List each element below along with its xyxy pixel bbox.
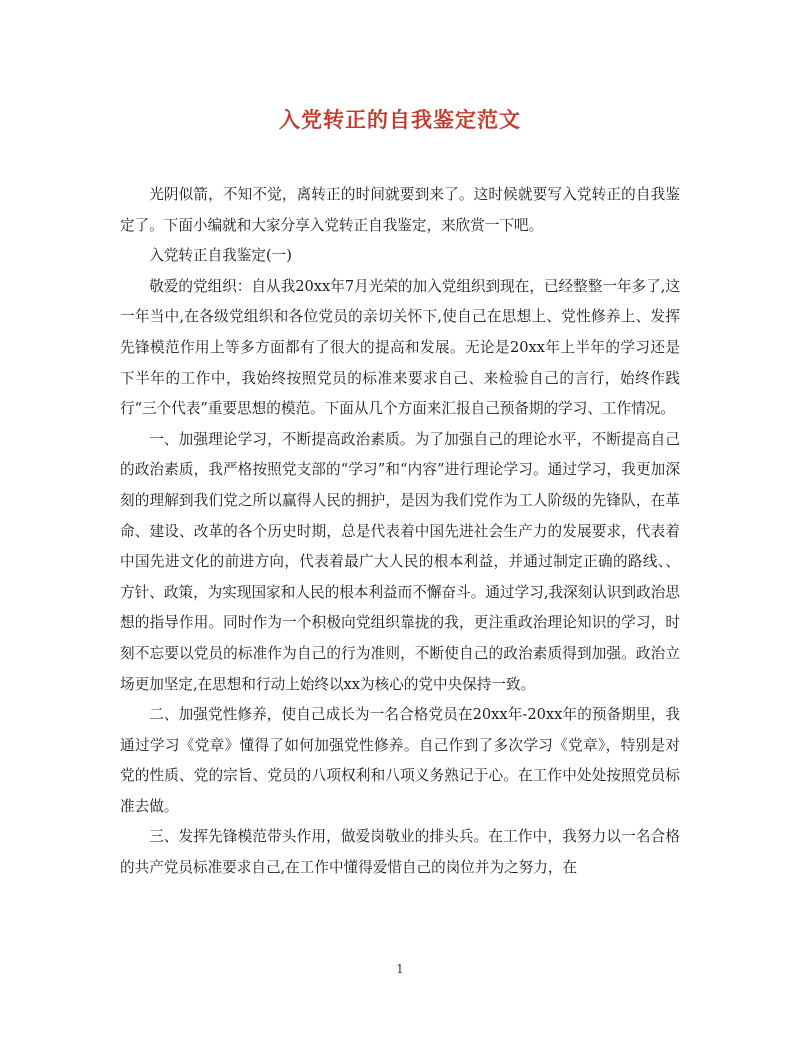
theory-study-paragraph: 一、加强理论学习，不断提高政治素质。为了加强自己的理论水平，不断提高自己的政治素质，我严格按照党支部的“学习”和“内容”进行理论学习。通过学习，我更加深刻的理解到我们党之所以赢得人民的拥护，是因为我们党作为工人阶级的先锋队，在革命、建设、改革的各个历史时期，总是代表着中国先进社会生产力的发展要求，代表着中国先进文化的前进方向，代表着最广大人民的根本利益，并通过制定正确的路线、、方针、政策，为实现国家和人民的根本利益而不懈奋斗。通过学习,我深刻认识到政治思想的指导作用。同时作为一个积极向党组织靠拢的我，更注重政治理论知识的学习，时刻不忘要以党员的标准作为自己的行为准则，不断使自己的政治素质得到加强。政治立场更加坚定,在思想和行动上始终以xx为核心的党中央保持一致。 bbox=[120, 430, 680, 693]
document-title: 入党转正的自我鉴定范文 bbox=[279, 107, 521, 132]
intro-paragraph: 光阴似箭，不知不觉，离转正的时间就要到来了。这时候就要写入党转正的自我鉴定了。下面小编就和大家分享入党转正自我鉴定，来欣赏一下吧。 bbox=[120, 186, 680, 234]
section-heading: 入党转正自我鉴定(一) bbox=[149, 247, 292, 265]
vanguard-paragraph: 三、发挥先锋模范带头作用，做爱岗敬业的排头兵。在工作中，我努力以一名合格的共产党员标准要求自己,在工作中懂得爱惜自己的岗位并为之努力，在 bbox=[120, 828, 680, 877]
salutation-paragraph: 敬爱的党组织：自从我20xx年7月光荣的加入党组织到现在，已经整整一年多了,这一年当中,在各级党组织和各位党员的亲切关怀下,使自己在思想上、党性修养上、发挥先锋模范作用上等多方面都有了很大的提高和发展。无论是20xx年上半年的学习还是下半年的工作中，我始终按照党员的标准来要求自己、来检验自己的言行，始终作践行“三个代表”重要思想的模范。下面从几个方面来汇报自己预备期的学习、工作情况。 bbox=[120, 277, 680, 418]
page-number: 1 bbox=[396, 962, 404, 976]
document-body bbox=[120, 174, 680, 884]
party-spirit-paragraph: 二、加强党性修养，使自己成长为一名合格党员在20xx年-20xx年的预备期里，我通过学习《党章》懂得了如何加强党性修养。自己作到了多次学习《党章》，特别是对党的性质、党的宗旨、党员的八项权利和八项义务熟记于心。在工作中处处按照党员标准去做。 bbox=[120, 706, 680, 815]
